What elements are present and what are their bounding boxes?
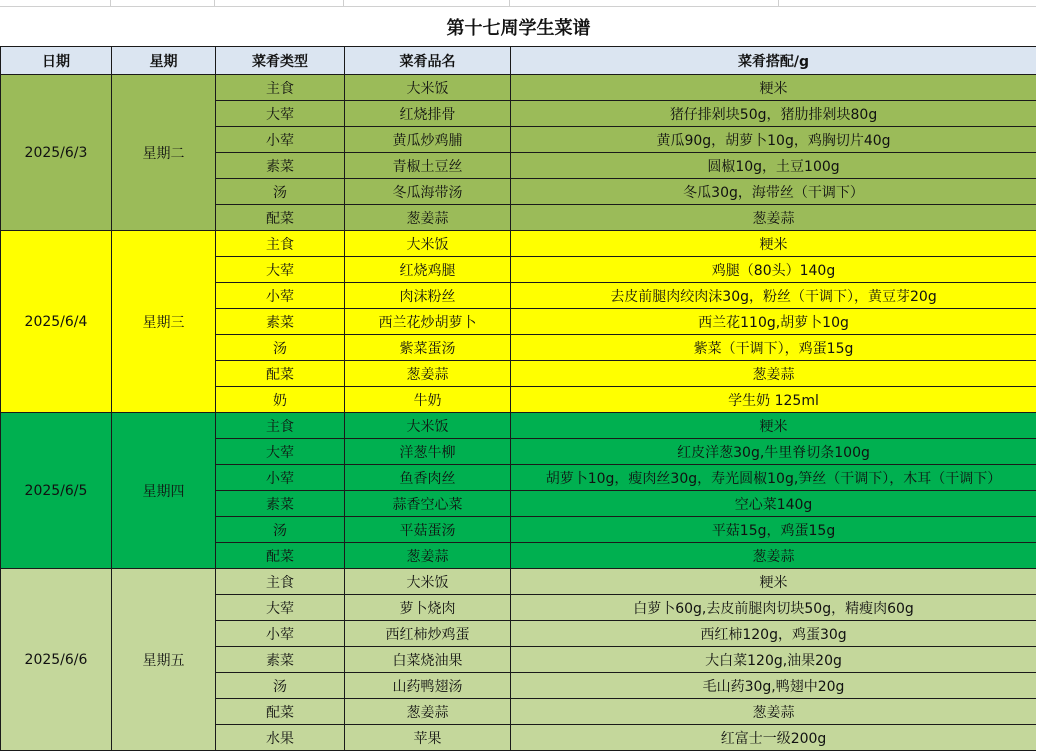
header-ingredients[interactable]: 菜肴搭配/g [511, 47, 1037, 75]
dish-type-cell[interactable]: 配菜 [216, 361, 345, 387]
ingredients-cell[interactable]: 毛山药30g,鸭翅中20g [511, 673, 1037, 699]
ingredients-cell[interactable]: 平菇15g，鸡蛋15g [511, 517, 1037, 543]
dish-name-cell[interactable]: 大米饭 [345, 413, 511, 439]
dish-type-cell[interactable]: 素菜 [216, 153, 345, 179]
menu-row [1, 75, 1037, 101]
dish-type-cell[interactable]: 汤 [216, 335, 345, 361]
dish-type-cell[interactable]: 配菜 [216, 205, 345, 231]
dish-type-cell[interactable]: 汤 [216, 517, 345, 543]
dish-name-cell[interactable]: 红烧鸡腿 [345, 257, 511, 283]
header-dish-type[interactable]: 菜肴类型 [216, 47, 345, 75]
previous-row-strip [0, 0, 1040, 7]
weekday-cell[interactable]: 星期四 [112, 413, 216, 569]
dish-name-cell[interactable]: 大米饭 [345, 75, 511, 101]
date-cell[interactable]: 2025/6/4 [1, 231, 112, 413]
dish-name-cell[interactable]: 牛奶 [345, 387, 511, 413]
header-dish-name[interactable]: 菜肴品名 [345, 47, 511, 75]
ingredients-cell[interactable]: 胡萝卜10g，瘦肉丝30g，寿光圆椒10g,笋丝（干调下），木耳（干调下） [511, 465, 1037, 491]
dish-name-cell[interactable]: 冬瓜海带汤 [345, 179, 511, 205]
ingredients-cell[interactable]: 猪仔排剁块50g，猪肋排剁块80g [511, 101, 1037, 127]
column-divider [110, 0, 111, 6]
menu-row [1, 413, 1037, 439]
dish-name-cell[interactable]: 紫菜蛋汤 [345, 335, 511, 361]
column-divider [214, 0, 215, 6]
ingredients-cell[interactable]: 粳米 [511, 569, 1037, 595]
ingredients-cell[interactable]: 西红柿120g，鸡蛋30g [511, 621, 1037, 647]
dish-name-cell[interactable]: 山药鸭翅汤 [345, 673, 511, 699]
ingredients-cell[interactable]: 去皮前腿肉绞肉沫30g，粉丝（干调下），黄豆芽20g [511, 283, 1037, 309]
ingredients-cell[interactable]: 红皮洋葱30g,牛里脊切条100g [511, 439, 1037, 465]
ingredients-cell[interactable]: 大白菜120g,油果20g [511, 647, 1037, 673]
dish-type-cell[interactable]: 主食 [216, 413, 345, 439]
ingredients-cell[interactable]: 鸡腿（80头）140g [511, 257, 1037, 283]
dish-name-cell[interactable]: 大米饭 [345, 569, 511, 595]
dish-name-cell[interactable]: 红烧排骨 [345, 101, 511, 127]
dish-type-cell[interactable]: 大荤 [216, 595, 345, 621]
date-cell[interactable]: 2025/6/5 [1, 413, 112, 569]
dish-name-cell[interactable]: 萝卜烧肉 [345, 595, 511, 621]
ingredients-cell[interactable]: 葱姜蒜 [511, 543, 1037, 569]
dish-name-cell[interactable]: 蒜香空心菜 [345, 491, 511, 517]
date-cell[interactable]: 2025/6/6 [1, 569, 112, 751]
ingredients-cell[interactable]: 葱姜蒜 [511, 699, 1037, 725]
menu-row [1, 231, 1037, 257]
dish-name-cell[interactable]: 洋葱牛柳 [345, 439, 511, 465]
dish-name-cell[interactable]: 肉沫粉丝 [345, 283, 511, 309]
dish-type-cell[interactable]: 汤 [216, 673, 345, 699]
column-divider [778, 0, 779, 6]
dish-name-cell[interactable]: 葱姜蒜 [345, 361, 511, 387]
dish-type-cell[interactable]: 配菜 [216, 699, 345, 725]
dish-name-cell[interactable]: 西红柿炒鸡蛋 [345, 621, 511, 647]
dish-type-cell[interactable]: 水果 [216, 725, 345, 751]
column-divider [509, 0, 510, 6]
dish-type-cell[interactable]: 小荤 [216, 127, 345, 153]
weekday-cell[interactable]: 星期三 [112, 231, 216, 413]
ingredients-cell[interactable]: 圆椒10g，土豆100g [511, 153, 1037, 179]
menu-table [0, 7, 1037, 751]
dish-type-cell[interactable]: 素菜 [216, 491, 345, 517]
header-weekday[interactable]: 星期 [112, 47, 216, 75]
dish-type-cell[interactable]: 小荤 [216, 465, 345, 491]
dish-name-cell[interactable]: 西兰花炒胡萝卜 [345, 309, 511, 335]
dish-type-cell[interactable]: 大荤 [216, 257, 345, 283]
dish-type-cell[interactable]: 素菜 [216, 647, 345, 673]
right-margin [1036, 0, 1040, 756]
dish-name-cell[interactable]: 青椒土豆丝 [345, 153, 511, 179]
ingredients-cell[interactable]: 冬瓜30g，海带丝（干调下） [511, 179, 1037, 205]
dish-name-cell[interactable]: 鱼香肉丝 [345, 465, 511, 491]
dish-type-cell[interactable]: 素菜 [216, 309, 345, 335]
ingredients-cell[interactable]: 白萝卜60g,去皮前腿肉切块50g，精瘦肉60g [511, 595, 1037, 621]
ingredients-cell[interactable]: 空心菜140g [511, 491, 1037, 517]
dish-name-cell[interactable]: 平菇蛋汤 [345, 517, 511, 543]
ingredients-cell[interactable]: 粳米 [511, 413, 1037, 439]
dish-type-cell[interactable]: 奶 [216, 387, 345, 413]
dish-type-cell[interactable]: 汤 [216, 179, 345, 205]
ingredients-cell[interactable]: 葱姜蒜 [511, 361, 1037, 387]
sheet-title[interactable]: 第十七周学生菜谱 [1, 8, 1037, 47]
dish-name-cell[interactable]: 葱姜蒜 [345, 205, 511, 231]
dish-name-cell[interactable]: 苹果 [345, 725, 511, 751]
dish-type-cell[interactable]: 大荤 [216, 101, 345, 127]
menu-row [1, 569, 1037, 595]
ingredients-cell[interactable]: 葱姜蒜 [511, 205, 1037, 231]
dish-type-cell[interactable]: 小荤 [216, 283, 345, 309]
dish-name-cell[interactable]: 葱姜蒜 [345, 699, 511, 725]
weekday-cell[interactable]: 星期二 [112, 75, 216, 231]
dish-type-cell[interactable]: 大荤 [216, 439, 345, 465]
dish-name-cell[interactable]: 葱姜蒜 [345, 543, 511, 569]
ingredients-cell[interactable]: 黄瓜90g，胡萝卜10g，鸡胸切片40g [511, 127, 1037, 153]
dish-type-cell[interactable]: 主食 [216, 231, 345, 257]
dish-type-cell[interactable]: 主食 [216, 75, 345, 101]
weekday-cell[interactable]: 星期五 [112, 569, 216, 751]
ingredients-cell[interactable]: 学生奶 125ml [511, 387, 1037, 413]
dish-type-cell[interactable]: 配菜 [216, 543, 345, 569]
dish-name-cell[interactable]: 黄瓜炒鸡脯 [345, 127, 511, 153]
dish-type-cell[interactable]: 主食 [216, 569, 345, 595]
ingredients-cell[interactable]: 红富士一级200g [511, 725, 1037, 751]
ingredients-cell[interactable]: 粳米 [511, 231, 1037, 257]
date-cell[interactable]: 2025/6/3 [1, 75, 112, 231]
header-date[interactable]: 日期 [1, 47, 112, 75]
dish-name-cell[interactable]: 大米饭 [345, 231, 511, 257]
ingredients-cell[interactable]: 紫菜（干调下），鸡蛋15g [511, 335, 1037, 361]
dish-type-cell[interactable]: 小荤 [216, 621, 345, 647]
column-divider [343, 0, 344, 6]
dish-name-cell[interactable]: 白菜烧油果 [345, 647, 511, 673]
ingredients-cell[interactable]: 西兰花110g,胡萝卜10g [511, 309, 1037, 335]
ingredients-cell[interactable]: 粳米 [511, 75, 1037, 101]
